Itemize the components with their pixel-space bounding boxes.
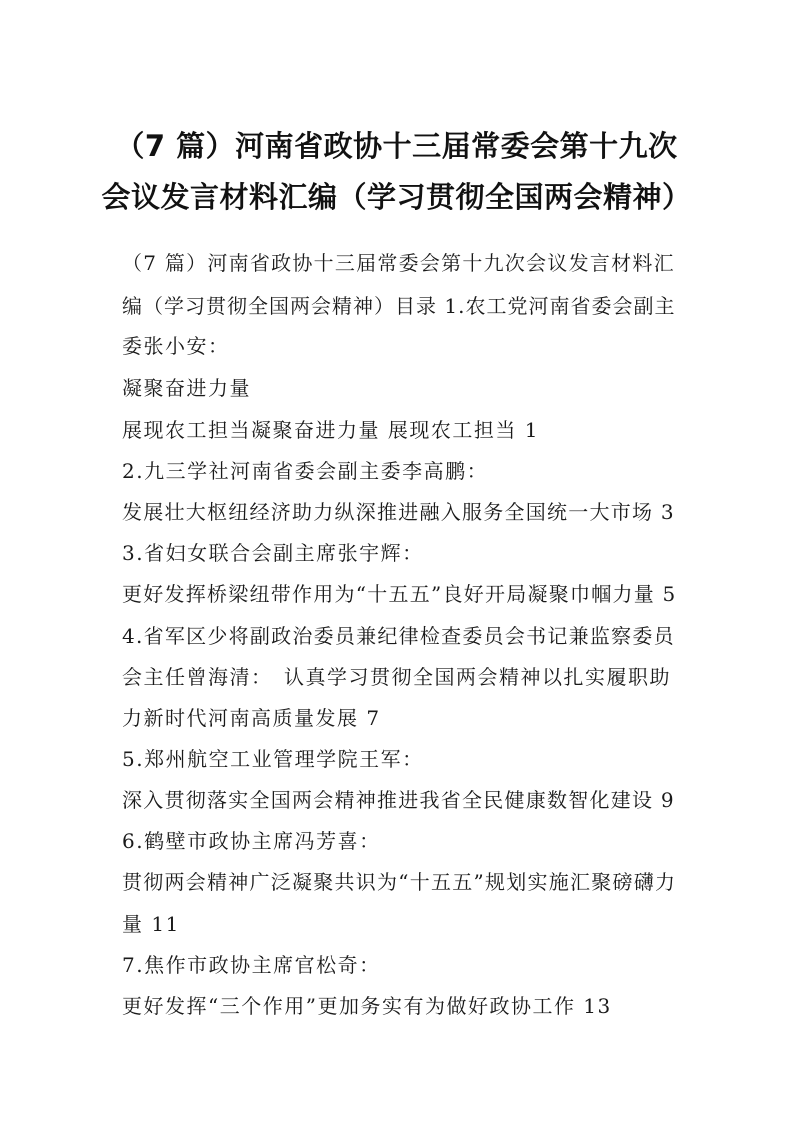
body-line: 更好发挥“三个作用”更加务实有为做好政协工作 13: [122, 994, 612, 1018]
body-line: 力新时代河南高质量发展 7: [122, 706, 381, 730]
body-line: 3.省妇女联合会副主席张宇辉：: [122, 541, 424, 565]
body-line: 6.鹤壁市政协主席冯芳喜：: [122, 829, 381, 853]
body-line: 编（学习贯彻全国两会精神）目录 1.农工党河南省委会副主: [122, 294, 676, 318]
body-line: 7.焦作市政协主席官松奇：: [122, 953, 381, 977]
body-line: 2.九三学社河南省委会副主委李高鹏：: [122, 459, 489, 483]
body-line: 会主任曾海清： 认真学习贯彻全国两会精神以扎实履职助: [122, 665, 671, 689]
body-line: 委张小安：: [122, 334, 230, 358]
body-line: 5.郑州航空工业管理学院王军：: [122, 747, 424, 771]
body-line: 贯彻两会精神广泛凝聚共识为“十五五”规划实施汇聚磅礴力: [122, 870, 677, 894]
body-line: 凝聚奋进力量: [122, 376, 251, 400]
body-line: 深入贯彻落实全国两会精神推进我省全民健康数智化建设 9: [122, 788, 675, 812]
body-line: 更好发挥桥梁纽带作用为“十五五”良好开局凝聚巾帼力量 5: [122, 582, 677, 606]
document-title-line-1: （7 篇）河南省政协十三届常委会第十九次: [115, 129, 678, 163]
body-line: 量 11: [122, 912, 180, 936]
document-title-line-2: 会议发言材料汇编（学习贯彻全国两会精神）: [101, 180, 692, 214]
body-line: （7 篇）河南省政协十三届常委会第十九次会议发言材料汇: [122, 251, 675, 275]
body-line: 发展壮大枢纽经济助力纵深推进融入服务全国统一大市场 3: [122, 500, 675, 524]
body-line: 展现农工担当凝聚奋进力量 展现农工担当 1: [122, 418, 539, 442]
body-line: 4.省军区少将副政治委员兼纪律检查委员会书记兼监察委员: [122, 624, 675, 648]
